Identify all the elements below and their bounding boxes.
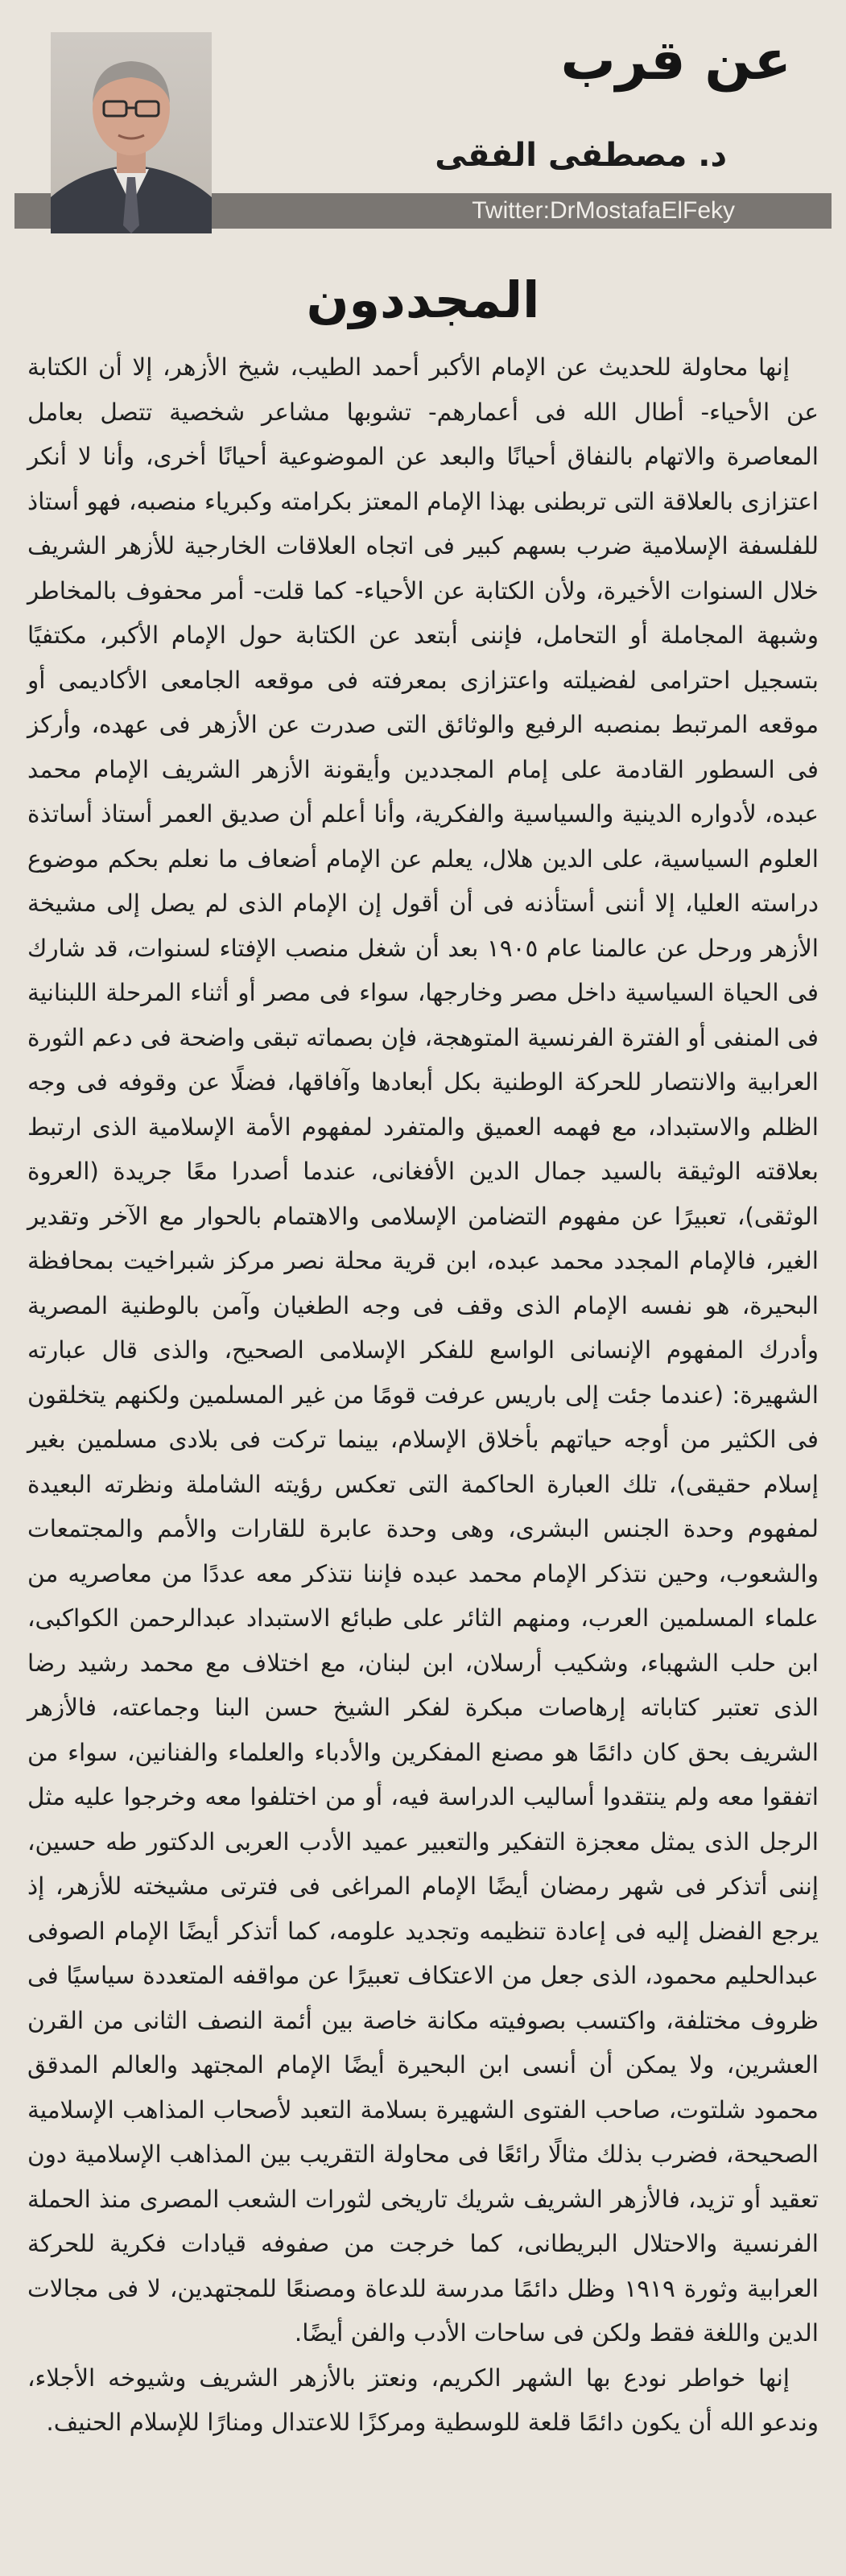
author-name: د. مصطفى الفقى (435, 137, 727, 174)
article-paragraph-1: إنها محاولة للحديث عن الإمام الأكبر أحمد الطيب، شيخ الأزهر، إلا أن الكتابة عن الأحياء- أطال الله فى أعمارهم- تشوبها مشاعر شخصية تتصل بعامل المعاصرة والاتهام بالنفاق أحيانًا والبعد عن الموضوعية أحيانًا أخرى، وأنا لا أنكر اعتزازى بالعلاقة التى تربطنى بهذا الإمام المعتز بكرامته وكبرياء منصبه، فهو أستاذ للفلسفة الإسلامية ضرب بسهم كبير فى اتجاه العلاقات الخارجية للأزهر الشريف خلال السنوات الأخيرة، ولأن الكتابة عن الأحياء- كما قلت- أمر محفوف بالمخاطر وشبهة المجاملة أو التحامل، فإننى أبتعد عن الكتابة حول الإمام الأكبر، مكتفيًا بتسجيل احترامى لفضيلته واعتزازى بمعرفته فى موقعه الجامعى الأكاديمى أو موقعه المرتبط بمنصبه الرفيع والوثائق التى صدرت عن الأزهر فى عهده، وأركز فى السطور القادمة على إمام المجددين وأيقونة الأزهر الشريف الإمام محمد عبده، لأدواره الدينية والسياسية والفكرية، وأنا أعلم أن صديق العمر أستاذ أساتذة العلوم السياسية، على الدين هلال، يعلم عن الإمام أضعاف ما نعلم بحكم موضوع دراسته العليا، إلا أننى أستأذنه فى أن أقول إن الإمام الذى لم يصل إلى مشيخة الأزهر ورحل عن عالمنا عام ١٩٠٥ بعد أن شغل منصب الإفتاء لسنوات، قد شارك فى الحياة السياسية داخل مصر وخارجها، سواء فى مصر أو أثناء المرحلة اللبنانية فى المنفى أو الفترة الفرنسية المتوهجة، فإن بصماته تبقى واضحة فى دعم الثورة العرابية والانتصار للحركة الوطنية بكل أبعادها وآفاقها، فضلًا عن وقوفه فى وجه الظلم والاستبداد، مع فهمه العميق والمتفرد لمفهوم الأمة الإسلامية الذى ارتبط بعلاقته الوثيقة بالسيد جمال الدين الأفغانى، عندما أصدرا معًا جريدة (العروة الوثقى)، تعبيرًا عن مفهوم التضامن الإسلامى والاهتمام بالحوار مع الآخر وتقدير الغير، فالإمام المجدد محمد عبده، ابن قرية محلة نصر مركز شبراخيت بمحافظة البحيرة، هو نفسه الإمام الذى وقف فى وجه الطغيان وآمن بالوطنية المصرية وأدرك المفهوم الإنسانى الواسع للفكر الإسلامى الصحيح، والذى قال عبارته الشهيرة: (عندما جئت إلى باريس عرفت قومًا من غير المسلمين ولكنهم يتخلقون فى الكثير من أوجه حياتهم بأخلاق الإسلام، بينما تركت فى بلادى مسلمين بغير إسلام حقيقى)، تلك العبارة الحاكمة التى تعكس رؤيته الشاملة ونظرته البعيدة لمفهوم وحدة الجنس البشرى، وهى وحدة عابرة للقارات والأمم والمجتمعات والشعوب، وحين نتذكر الإمام محمد عبده فإننا نتذكر معه عددًا من معاصريه من علماء المسلمين العرب، ومنهم الثائر على طبائع الاستبداد عبدالرحمن الكواكبى، ابن حلب الشهباء، وشكيب أرسلان، ابن لبنان، مع اختلاف مع محمد رشيد رضا الذى تعتبر كتاباته إرهاصات مبكرة لفكر الشيخ حسن البنا وجماعته، فالأزهر الشريف بحق كان دائمًا هو مصنع المفكرين والأدباء والعلماء والفنانين، سواء من اتفقوا معه ولم ينتقدوا أساليب الدراسة فيه، أو من اختلفوا معه وخرجوا عليه مثل الرجل الذى يمثل معجزة التفكير والتعبير عميد الأدب العربى الدكتور طه حسين، إننى أتذكر فى شهر رمضان أيضًا الإمام المراغى فى فترتى مشيخته للأزهر، إذ يرجع الفضل إليه فى إعادة تنظيمه وتجديد علومه، كما أتذكر أيضًا الإمام الصوفى عبدالحليم محمود، الذى جعل من الاعتكاف تعبيرًا عن مواقفه المتعددة سياسيًا فى ظروف مختلفة، واكتسب بصوفيته مكانة خاصة بين أئمة النصف الثانى من القرن العشرين، ولا يمكن أن أنسى ابن البحيرة أيضًا الإمام المجتهد والعالم المدقق محمود شلتوت، صاحب الفتوى الشهيرة بسلامة التعبد لأصحاب المذاهب الإسلامية الصحيحة، فضرب بذلك مثالًا رائعًا فى محاولة التقريب بين المذاهب الإسلامية دون تعقيد أو تزيد، فالأزهر الشريف شريك تاريخى لثورات الشعب المصرى منذ الحملة الفرنسية والاحتلال البريطانى، كما خرجت من صفوفه قيادات فكرية للحركة العرابية وثورة ١٩١٩ وظل دائمًا مدرسة للدعاة ومصنعًا للمجتهدين، لا فى مجالات الدين واللغة فقط ولكن فى ساحات الأدب والفن أيضًا. (27, 353, 819, 2347)
article-body (14, 345, 832, 2446)
article-paragraph-2: إنها خواطر نودع بها الشهر الكريم، ونعتز بالأزهر الشريف وشيوخه الأجلاء، وندعو الله أن يكون دائمًا قلعة للوسطية ومركزًا للاعتدال ومنارًا للإسلام الحنيف. (27, 2363, 819, 2436)
twitter-handle: Twitter:DrMostafaElFeky (472, 197, 735, 224)
column-title: عن قرب (560, 29, 791, 93)
author-portrait-image (51, 32, 212, 233)
article-headline: المجددون (306, 270, 540, 329)
author-photo (51, 32, 212, 233)
column-header (14, 0, 832, 242)
